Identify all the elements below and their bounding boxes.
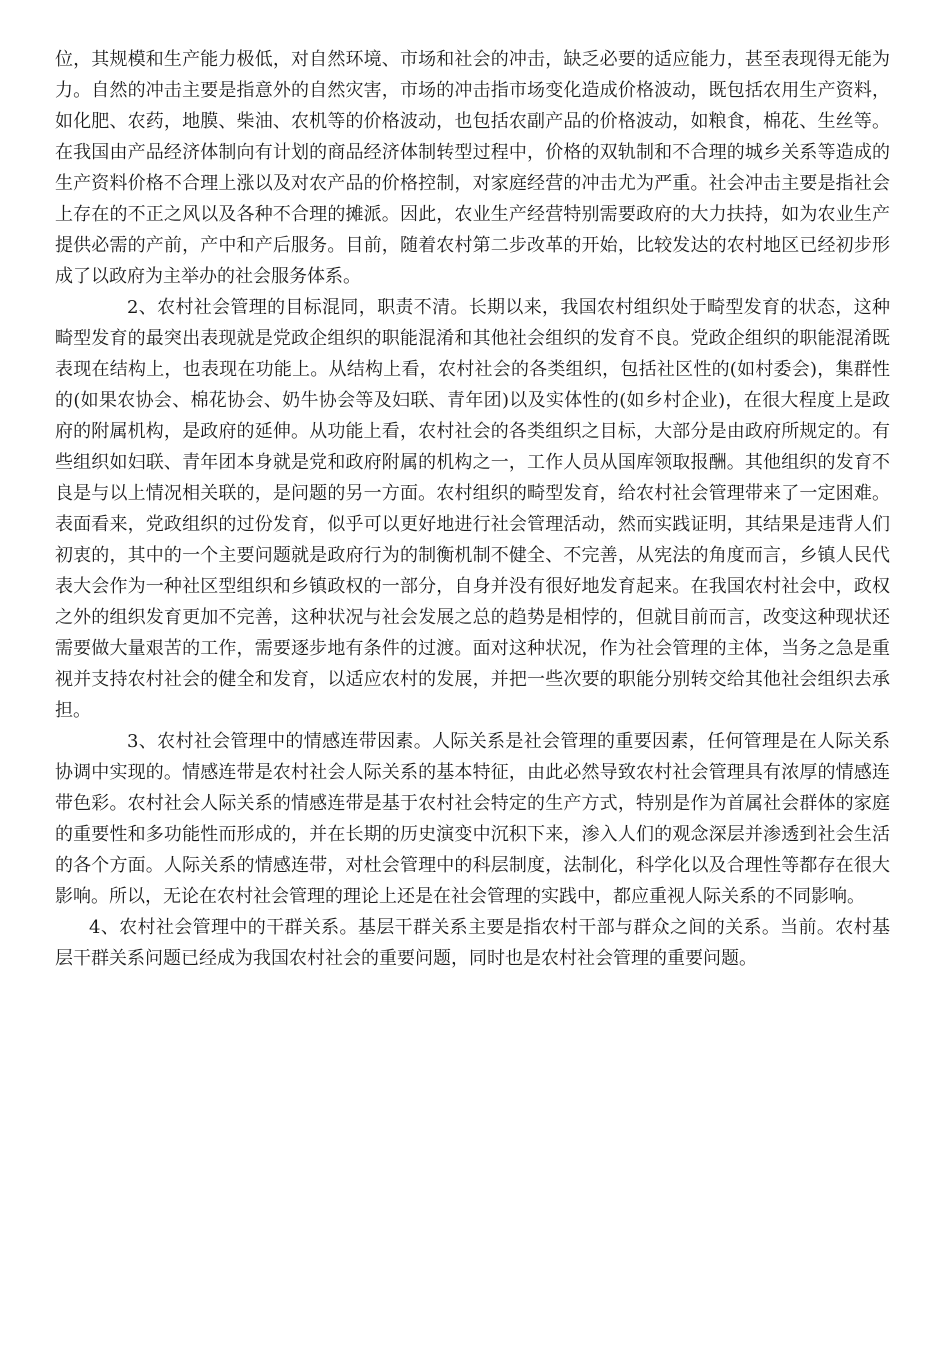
paragraph-section-2: 2、农村社会管理的目标混同，职责不清。长期以来，我国农村组织处于畸型发育的状态，这种畸型发育的最突出表现就是党政企组织的职能混淆和其他社会组织的发育不良。党政企组织的职能混淆既表现在结构上，也表现在功能上。从结构上看，农村社会的各类组织，包括社区性的(如村委会)，集群性的(如果农协会、棉花协会、奶牛协会等及妇联、青年团)以及实体性的(如乡村企业)，在很大程度上是政府的附属机构，是政府的延伸。从功能上看，农村社会的各类组织之目标，大部分是由政府所规定的。有些组织如妇联、青年团本身就是党和政府附属的机构之一，工作人员从国库领取报酬。其他组织的发育不良是与以上情况相关联的，是问题的另一方面。农村组织的畸型发育，给农村社会管理带来了一定困难。表面看来，党政组织的过份发育，似乎可以更好地进行社会管理活动，然而实践证明，其结果是违背人们初衷的，其中的一个主要问题就是政府行为的制衡机制不健全、不完善，从宪法的角度而言，乡镇人民代表大会作为一种社区型组织和乡镇政权的一部分，自身并没有很好地发育起来。在我国农村社会中，政权之外的组织发育更加不完善，这种状况与社会发展之总的趋势是相悖的，但就目前而言，改变这种现状还需要做大量艰苦的工作，需要逐步地有条件的过渡。面对这种状况，作为社会管理的主体，当务之急是重视并支持农村社会的健全和发育，以适应农村的发展，并把一些次要的职能分别转交给其他社会组织去承担。 — [55, 297, 890, 721]
paragraph-continuation: 位，其规模和生产能力极低，对自然环境、市场和社会的冲击，缺乏必要的适应能力，甚至表现得无能为力。自然的冲击主要是指意外的自然灾害，市场的冲击指市场变化造成价格波动，既包括农用生产资料，如化肥、农药，地膜、柴油、农机等的价格波动，也包括农副产品的价格波动，如粮食，棉花、生丝等。在我国由产品经济体制向有计划的商品经济体制转型过程中，价格的双轨制和不合理的城乡关系等造成的生产资料价格不合理上涨以及对农产品的价格控制，对家庭经营的冲击尤为严重。社会冲击主要是指社会上存在的不正之风以及各种不合理的摊派。因此，农业生产经营特别需要政府的大力扶持，如为农业生产提供必需的产前，产中和产后服务。目前，随着农村第二步改革的开始，比较发达的农村地区已经初步形成了以政府为主举办的社会服务体系。 — [55, 49, 890, 287]
paragraph-section-4: 4、农村社会管理中的干群关系。基层干群关系主要是指农村干部与群众之间的关系。当前。农村基层干群关系问题已经成为我国农村社会的重要问题，同时也是农村社会管理的重要问题。 — [55, 917, 890, 969]
document-page — [55, 44, 890, 974]
paragraph-section-3: 3、农村社会管理中的情感连带因素。人际关系是社会管理的重要因素，任何管理是在人际关系协调中实现的。情感连带是农村社会人际关系的基本特征，由此必然导致农村社会管理具有浓厚的情感连带色彩。农村社会人际关系的情感连带是基于农村社会特定的生产方式，特别是作为首属社会群体的家庭的重要性和多功能性而形成的，并在长期的历史演变中沉积下来，渗入人们的观念深层并渗透到社会生活的各个方面。人际关系的情感连带，对杜会管理中的科层制度，法制化，科学化以及合理性等都存在很大影响。所以，无论在农村社会管理的理论上还是在社会管理的实践中，都应重视人际关系的不同影响。 — [55, 731, 890, 907]
